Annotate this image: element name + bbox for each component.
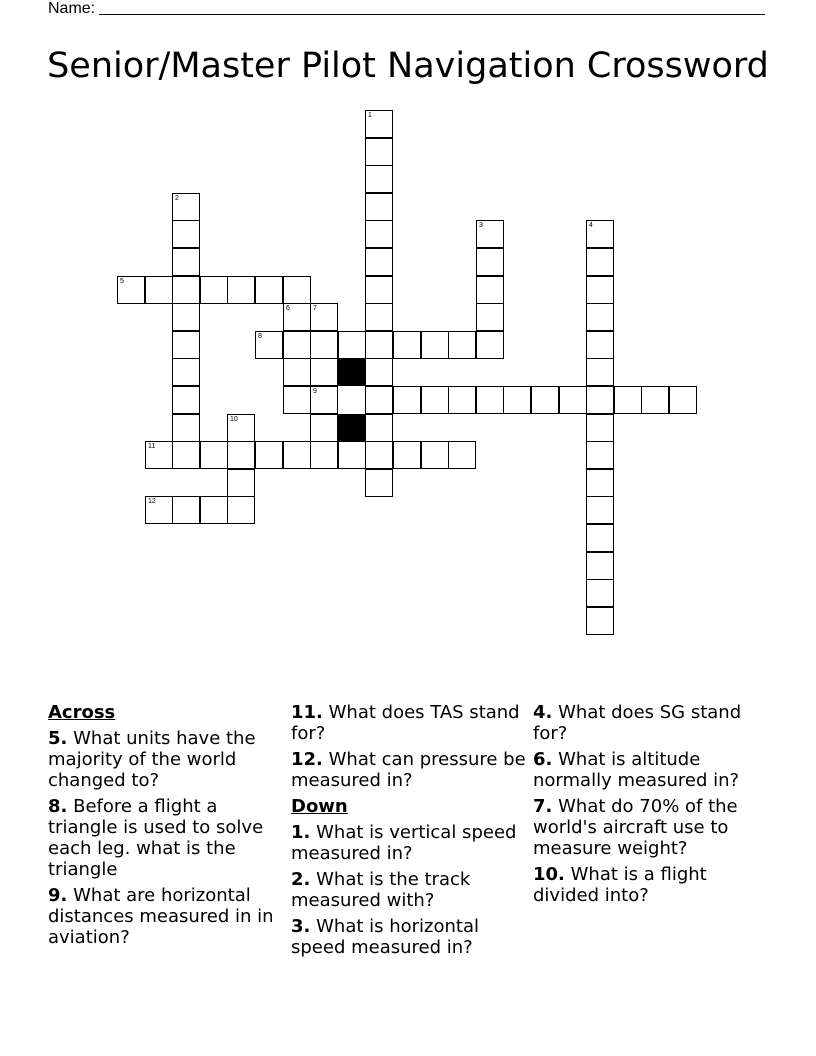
grid-cell[interactable] bbox=[227, 414, 255, 442]
grid-cell[interactable] bbox=[586, 524, 614, 552]
grid-cell[interactable] bbox=[172, 276, 200, 304]
grid-cell[interactable] bbox=[503, 386, 531, 414]
grid-cell[interactable] bbox=[476, 331, 504, 359]
clue-across-9: 9. What are horizontal distances measured in in aviation? bbox=[48, 885, 274, 948]
clue-across-5: 5. What units have the majority of the world changed to? bbox=[48, 728, 256, 791]
grid-cell[interactable] bbox=[365, 193, 393, 221]
grid-cell[interactable] bbox=[172, 331, 200, 359]
grid-cell[interactable] bbox=[227, 469, 255, 497]
clue-number: 10 bbox=[230, 416, 238, 423]
grid-cell[interactable] bbox=[365, 414, 393, 442]
grid-cell[interactable] bbox=[200, 441, 228, 469]
grid-cell[interactable] bbox=[586, 386, 614, 414]
clue-down-6: 6. What is altitude normally measured in? bbox=[533, 749, 740, 791]
black-cell bbox=[338, 414, 366, 442]
grid-cell[interactable] bbox=[145, 441, 173, 469]
grid-cell[interactable] bbox=[365, 358, 393, 386]
grid-cell[interactable] bbox=[559, 386, 587, 414]
grid-cell[interactable] bbox=[476, 386, 504, 414]
grid-cell[interactable] bbox=[117, 276, 145, 304]
grid-cell[interactable] bbox=[586, 331, 614, 359]
grid-cell[interactable] bbox=[365, 469, 393, 497]
grid-cell[interactable] bbox=[476, 276, 504, 304]
clue-number: 3 bbox=[479, 222, 483, 229]
grid-cell[interactable] bbox=[200, 496, 228, 524]
clue-down-1: 1. What is vertical speed measured in? bbox=[291, 822, 517, 864]
grid-cell[interactable] bbox=[338, 331, 366, 359]
grid-cell[interactable] bbox=[365, 276, 393, 304]
clue-across-8: 8. Before a flight a triangle is used to solve each leg. what is the triangle bbox=[48, 796, 264, 880]
grid-cell[interactable] bbox=[448, 441, 476, 469]
grid-cell[interactable] bbox=[145, 496, 173, 524]
clue-number: 1 bbox=[368, 112, 372, 119]
grid-cell[interactable] bbox=[586, 358, 614, 386]
grid-cell[interactable] bbox=[283, 303, 311, 331]
grid-cell[interactable] bbox=[476, 303, 504, 331]
grid-cell[interactable] bbox=[586, 276, 614, 304]
grid-cell[interactable] bbox=[172, 358, 200, 386]
clue-down-4: 4. What does SG stand for? bbox=[533, 702, 742, 744]
clue-number: 4 bbox=[589, 222, 593, 229]
grid-cell[interactable] bbox=[283, 358, 311, 386]
grid-cell[interactable] bbox=[476, 248, 504, 276]
grid-cell[interactable] bbox=[476, 220, 504, 248]
clue-number: 2 bbox=[175, 195, 179, 202]
grid-cell[interactable] bbox=[365, 138, 393, 166]
grid-cell[interactable] bbox=[586, 441, 614, 469]
grid-cell[interactable] bbox=[365, 331, 393, 359]
grid-cell[interactable] bbox=[227, 276, 255, 304]
grid-cell[interactable] bbox=[310, 331, 338, 359]
grid-cell[interactable] bbox=[200, 276, 228, 304]
clue-down-7: 7. What do 70% of the world's aircraft use to measure weight? bbox=[533, 796, 738, 859]
grid-cell[interactable] bbox=[393, 386, 421, 414]
clue-number: 8 bbox=[258, 333, 262, 340]
grid-cell[interactable] bbox=[365, 248, 393, 276]
grid-cell[interactable] bbox=[586, 579, 614, 607]
clue-across-11: 11. What does TAS stand for? bbox=[291, 702, 520, 744]
grid-cell[interactable] bbox=[586, 552, 614, 580]
grid-cell[interactable] bbox=[614, 386, 642, 414]
grid-cell[interactable] bbox=[310, 386, 338, 414]
grid-cell[interactable] bbox=[448, 386, 476, 414]
grid-cell[interactable] bbox=[365, 303, 393, 331]
clue-number: 7 bbox=[313, 305, 317, 312]
grid-cell[interactable] bbox=[172, 303, 200, 331]
grid-cell[interactable] bbox=[365, 220, 393, 248]
grid-cell[interactable] bbox=[283, 331, 311, 359]
grid-cell[interactable] bbox=[365, 441, 393, 469]
grid-cell[interactable] bbox=[227, 441, 255, 469]
grid-cell[interactable] bbox=[586, 469, 614, 497]
grid-cell[interactable] bbox=[586, 248, 614, 276]
grid-cell[interactable] bbox=[393, 441, 421, 469]
grid-cell[interactable] bbox=[586, 496, 614, 524]
down-heading: Down bbox=[291, 796, 348, 817]
grid-cell[interactable] bbox=[365, 165, 393, 193]
page-title: Senior/Master Pilot Navigation Crossword bbox=[47, 46, 769, 86]
clue-number: 5 bbox=[120, 278, 124, 285]
grid-cell[interactable] bbox=[365, 110, 393, 138]
black-cell bbox=[338, 358, 366, 386]
grid-cell[interactable] bbox=[586, 607, 614, 635]
name-label: Name: bbox=[48, 0, 96, 17]
grid-cell[interactable] bbox=[172, 414, 200, 442]
grid-cell[interactable] bbox=[145, 276, 173, 304]
clues-column-2 bbox=[291, 702, 529, 963]
grid-cell[interactable] bbox=[421, 386, 449, 414]
grid-cell[interactable] bbox=[338, 441, 366, 469]
grid-cell[interactable] bbox=[586, 220, 614, 248]
grid-cell[interactable] bbox=[641, 386, 669, 414]
grid-cell[interactable] bbox=[283, 276, 311, 304]
clue-number: 6 bbox=[286, 305, 290, 312]
grid-cell[interactable] bbox=[310, 303, 338, 331]
grid-cell[interactable] bbox=[172, 248, 200, 276]
grid-cell[interactable] bbox=[172, 220, 200, 248]
grid-cell[interactable] bbox=[172, 441, 200, 469]
grid-cell[interactable] bbox=[283, 386, 311, 414]
clue-number: 11 bbox=[148, 443, 156, 450]
grid-cell[interactable] bbox=[448, 331, 476, 359]
grid-cell[interactable] bbox=[172, 496, 200, 524]
grid-cell[interactable] bbox=[365, 386, 393, 414]
grid-cell[interactable] bbox=[393, 331, 421, 359]
clue-number: 12 bbox=[148, 498, 156, 505]
grid-cell[interactable] bbox=[310, 441, 338, 469]
grid-cell[interactable] bbox=[531, 386, 559, 414]
grid-cell[interactable] bbox=[255, 441, 283, 469]
grid-cell[interactable] bbox=[283, 441, 311, 469]
grid-cell[interactable] bbox=[421, 441, 449, 469]
grid-cell[interactable] bbox=[172, 386, 200, 414]
clue-across-12: 12. What can pressure be measured in? bbox=[291, 749, 526, 791]
grid-cell[interactable] bbox=[310, 414, 338, 442]
grid-cell[interactable] bbox=[172, 193, 200, 221]
grid-cell[interactable] bbox=[586, 303, 614, 331]
clues-column-1 bbox=[48, 702, 286, 953]
grid-cell[interactable] bbox=[421, 331, 449, 359]
grid-cell[interactable] bbox=[669, 386, 697, 414]
clue-down-10: 10. What is a flight divided into? bbox=[533, 864, 707, 906]
grid-cell[interactable] bbox=[255, 276, 283, 304]
clue-down-3: 3. What is horizontal speed measured in? bbox=[291, 916, 480, 958]
clue-down-2: 2. What is the track measured with? bbox=[291, 869, 471, 911]
grid-cell[interactable] bbox=[255, 331, 283, 359]
grid-cell[interactable] bbox=[310, 358, 338, 386]
grid-cell[interactable] bbox=[586, 414, 614, 442]
clues-column-3 bbox=[533, 702, 773, 911]
across-heading: Across bbox=[48, 702, 116, 723]
grid-cell[interactable] bbox=[227, 496, 255, 524]
clue-number: 9 bbox=[313, 388, 317, 395]
